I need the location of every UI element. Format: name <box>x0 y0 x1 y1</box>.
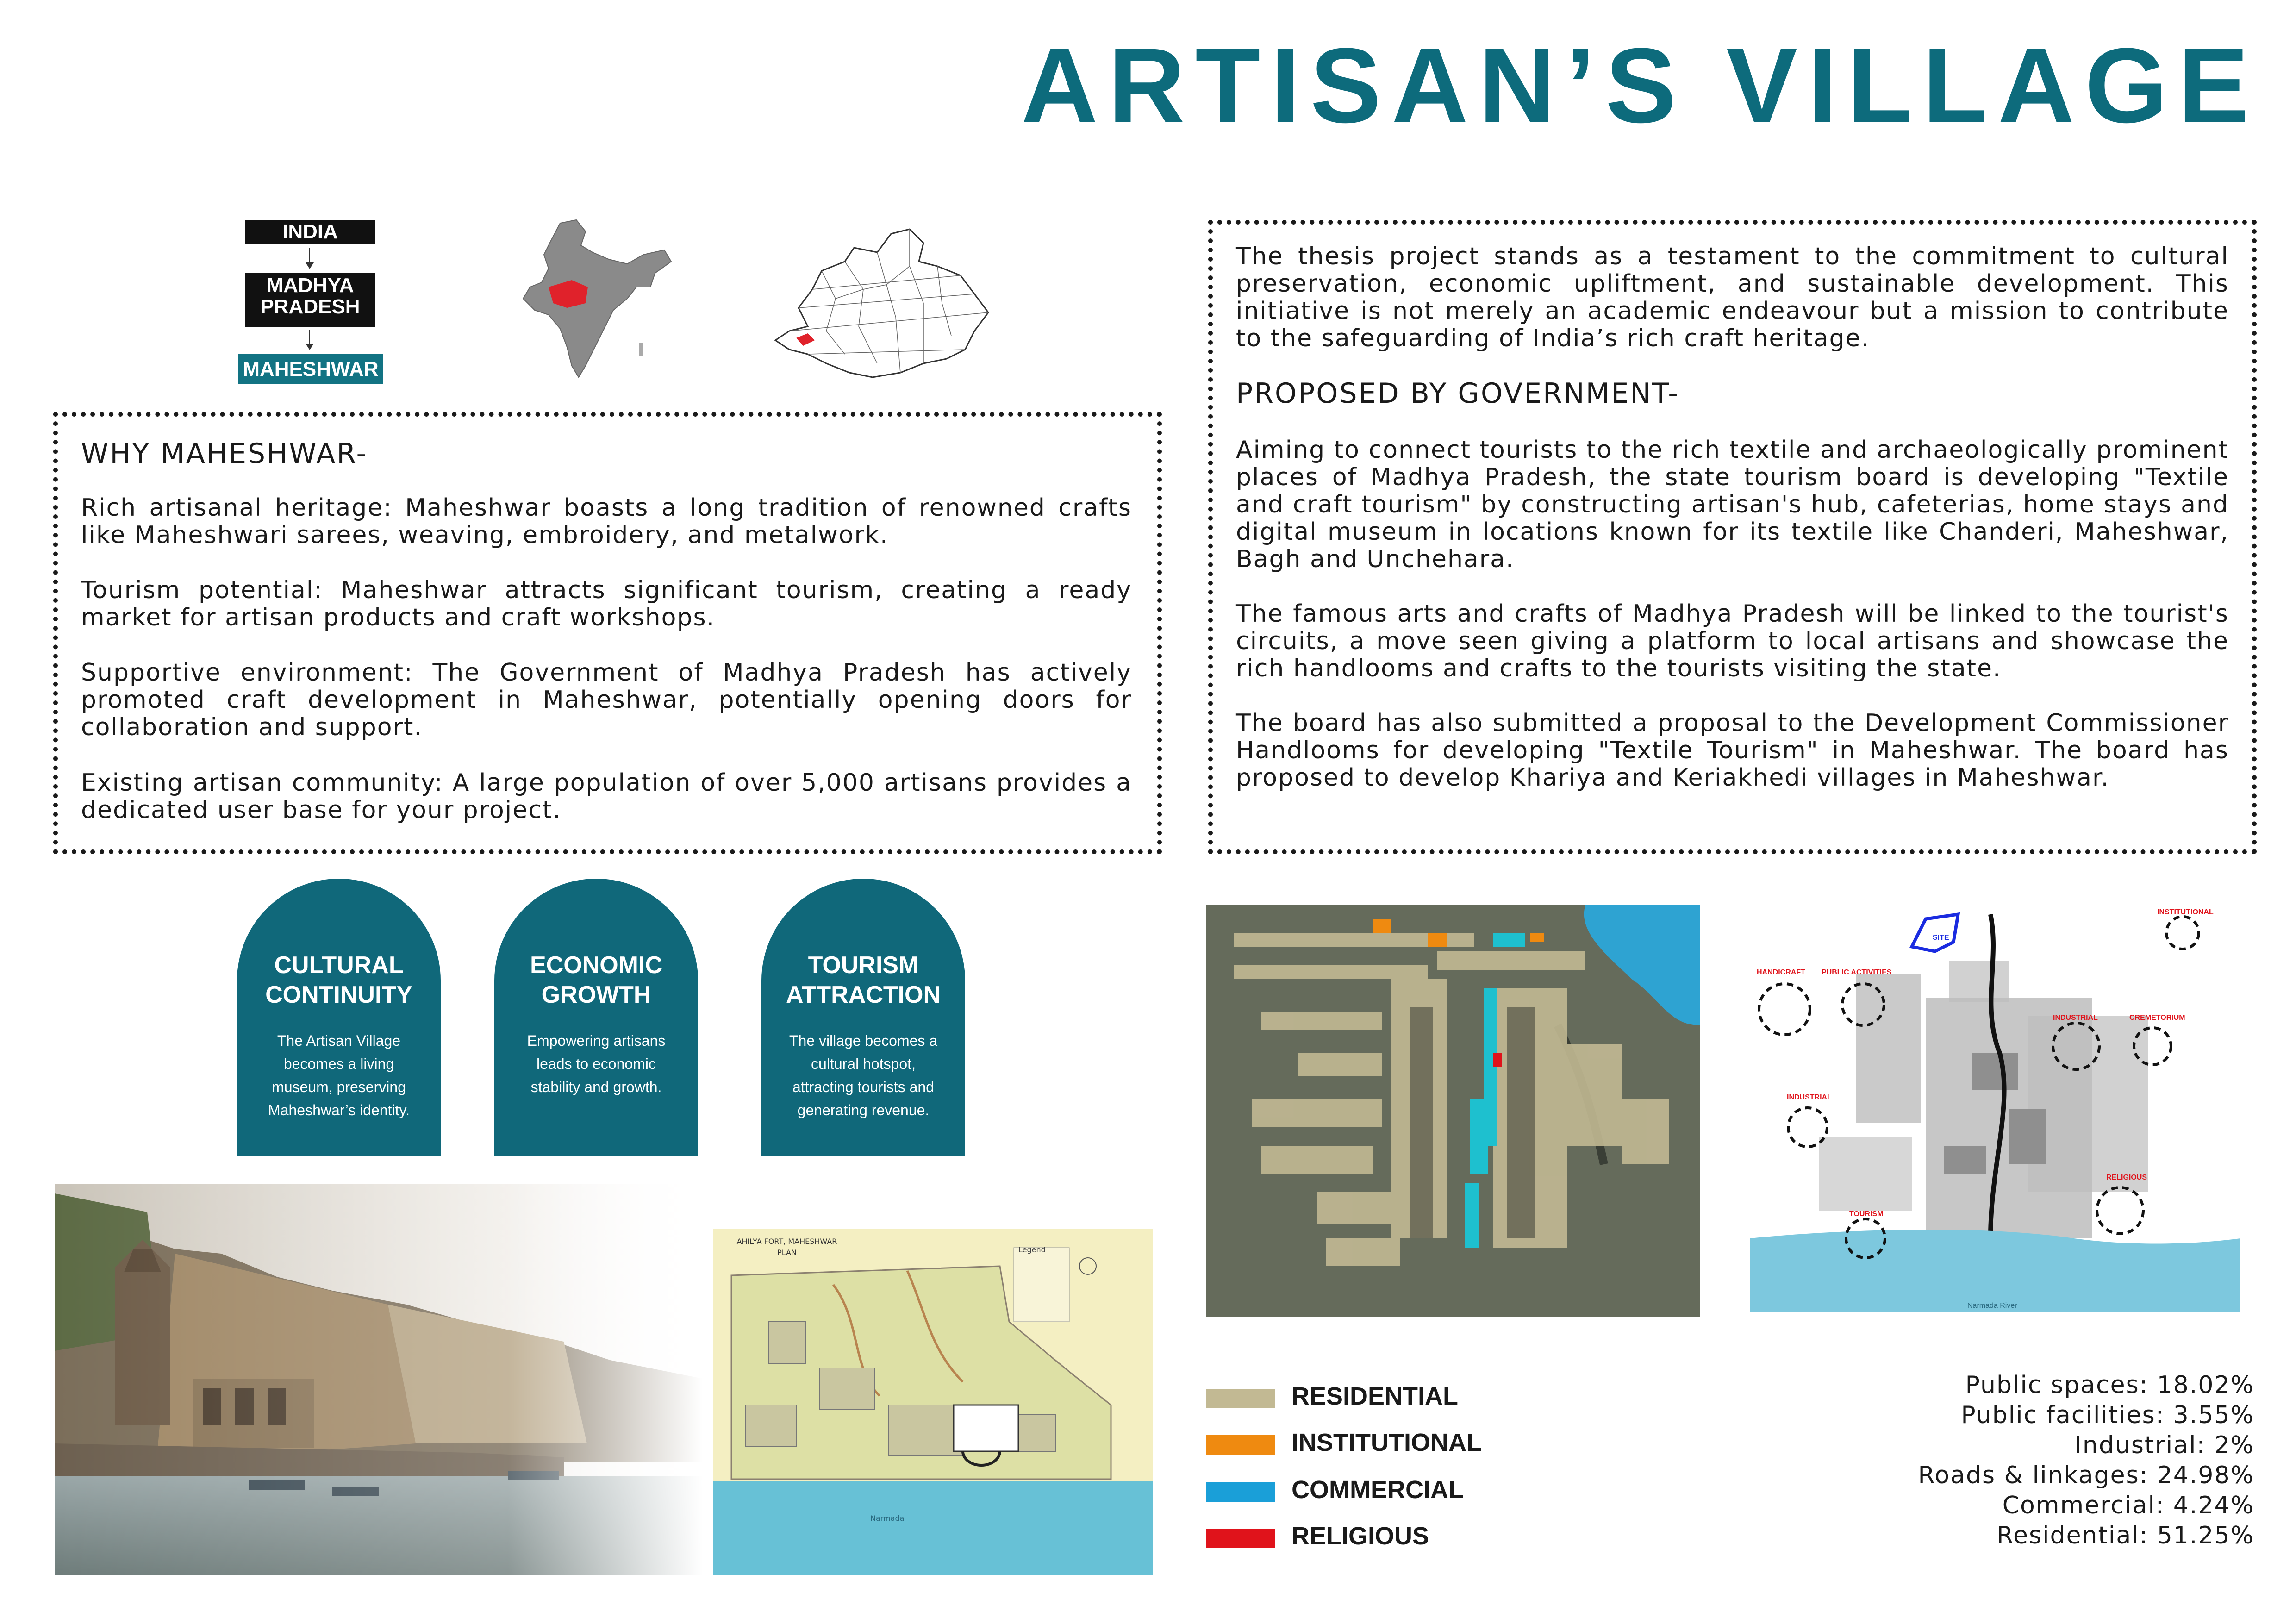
goal-title: ECONOMIC GROWTH <box>530 952 662 1008</box>
context-label: INDUSTRIAL <box>2053 1014 2098 1022</box>
goal-text: Empowering artisans leads to economic stability and growth. <box>527 1032 666 1095</box>
land-use-stat: Public facilities: 3.55% <box>1961 1401 2254 1429</box>
fort-plan-river-label: Narmada <box>870 1514 905 1523</box>
legend-swatch-residential <box>1206 1389 1275 1408</box>
context-river-label: Narmada River <box>1967 1302 2017 1310</box>
legend-label: RESIDENTIAL <box>1292 1382 1459 1410</box>
land-use-stat: Residential: 51.25% <box>1997 1522 2254 1549</box>
legend-label: COMMERCIAL <box>1292 1476 1464 1504</box>
legend-swatch-religious <box>1206 1529 1275 1548</box>
context-label: INDUSTRIAL <box>1787 1093 1832 1101</box>
context-label: INSTITUTIONAL <box>2157 908 2214 916</box>
government-paragraph: The board has also submitted a proposal to the Development Commissioner Handlooms for developing "Textile Tourism" in Maheshwar. The board has proposed to develop Khariya and Keriakhedi villages in Maheshwar. <box>1236 709 2229 792</box>
goal-card-tourism <box>761 879 965 1156</box>
location-state: MADHYA PRADESH <box>245 273 375 327</box>
legend-swatch-commercial <box>1206 1482 1275 1502</box>
why-paragraph: Existing artisan community: A large population of over 5,000 artisans provides a dedicated user base for your project. <box>81 769 1132 824</box>
location-town: MAHESHWAR <box>238 354 383 384</box>
arrow-down-icon <box>309 330 310 348</box>
goal-text: The village becomes a cultural hotspot, attracting tourists and generating revenue. <box>789 1032 938 1118</box>
legend-swatch-institutional <box>1206 1435 1275 1455</box>
legend-label: INSTITUTIONAL <box>1292 1429 1482 1456</box>
thesis-intro: The thesis project stands as a testament to the commitment to cultural preservation, economic upliftment, and sustainable development. This initiative is not merely an academic endeavour but a mission to contribute to the safeguarding of India’s rich craft heritage. <box>1236 243 2229 352</box>
context-label: HANDICRAFT <box>1757 968 1805 976</box>
context-label: TOURISM <box>1849 1210 1884 1218</box>
fort-plan-legend: Legend <box>1018 1245 1046 1254</box>
goal-card-economic <box>494 879 698 1156</box>
why-paragraph: Supportive environment: The Government of Madhya Pradesh has actively promoted craft development in Maheshwar, potentially opening doors for collaboration and support. <box>81 659 1132 741</box>
goal-title: CULTURAL CONTINUITY <box>265 952 412 1008</box>
land-use-satellite-map <box>1206 905 1700 1317</box>
land-use-stat: Roads & linkages: 24.98% <box>1918 1462 2254 1489</box>
land-use-stat: Industrial: 2% <box>2074 1431 2254 1459</box>
government-paragraph: The famous arts and crafts of Madhya Pradesh will be linked to the tourist's circuits, a move seen giving a platform to local artisans and showcase the rich handlooms and crafts to the tourists visiting the state. <box>1236 600 2229 682</box>
land-use-stat: Commercial: 4.24% <box>2002 1492 2254 1519</box>
goal-title: TOURISM ATTRACTION <box>786 952 941 1008</box>
context-label: SITE <box>1933 934 1949 942</box>
fort-plan-title: AHILYA FORT, MAHESHWAR PLAN <box>736 1237 837 1257</box>
page-title: ARTISAN’S VILLAGE <box>1021 26 2259 145</box>
government-paragraph: Aiming to connect tourists to the rich textile and archaeologically prominent places of Madhya Pradesh, the state tourism board is developing "Textile and craft tourism" by constructing artisan's hub, cafeterias, home stays and digital museum in locations known for its textile like Chanderi, Maheshwar, Bagh and Unchehara. <box>1236 436 2229 573</box>
ahilya-fort-plan <box>713 1229 1153 1575</box>
maheshwar-fort-photo <box>55 1184 703 1575</box>
arrow-down-icon <box>309 248 310 267</box>
india-map <box>516 218 674 389</box>
why-heading: WHY MAHESHWAR- <box>81 437 368 470</box>
goal-text: The Artisan Village becomes a living museum, preserving Maheshwar’s identity. <box>268 1032 410 1118</box>
why-paragraph: Tourism potential: Maheshwar attracts significant tourism, creating a ready market for artisan products and craft workshops. <box>81 576 1132 631</box>
land-use-stat: Public spaces: 18.02% <box>1965 1371 2254 1399</box>
context-label: RELIGIOUS <box>2106 1174 2147 1181</box>
context-label: CREMETORIUM <box>2129 1014 2185 1022</box>
madhya-pradesh-district-map <box>771 225 998 387</box>
goal-card-cultural <box>237 879 441 1156</box>
why-paragraph: Rich artisanal heritage: Maheshwar boasts a long tradition of renowned crafts like Maheshwari sarees, weaving, embroidery, and metalwork. <box>81 494 1132 549</box>
legend-label: RELIGIOUS <box>1292 1522 1429 1550</box>
site-context-map <box>1750 905 2240 1312</box>
government-heading: PROPOSED BY GOVERNMENT- <box>1236 377 1679 410</box>
context-label: PUBLIC ACTIVITIES <box>1822 968 1892 976</box>
location-country: INDIA <box>245 220 375 244</box>
